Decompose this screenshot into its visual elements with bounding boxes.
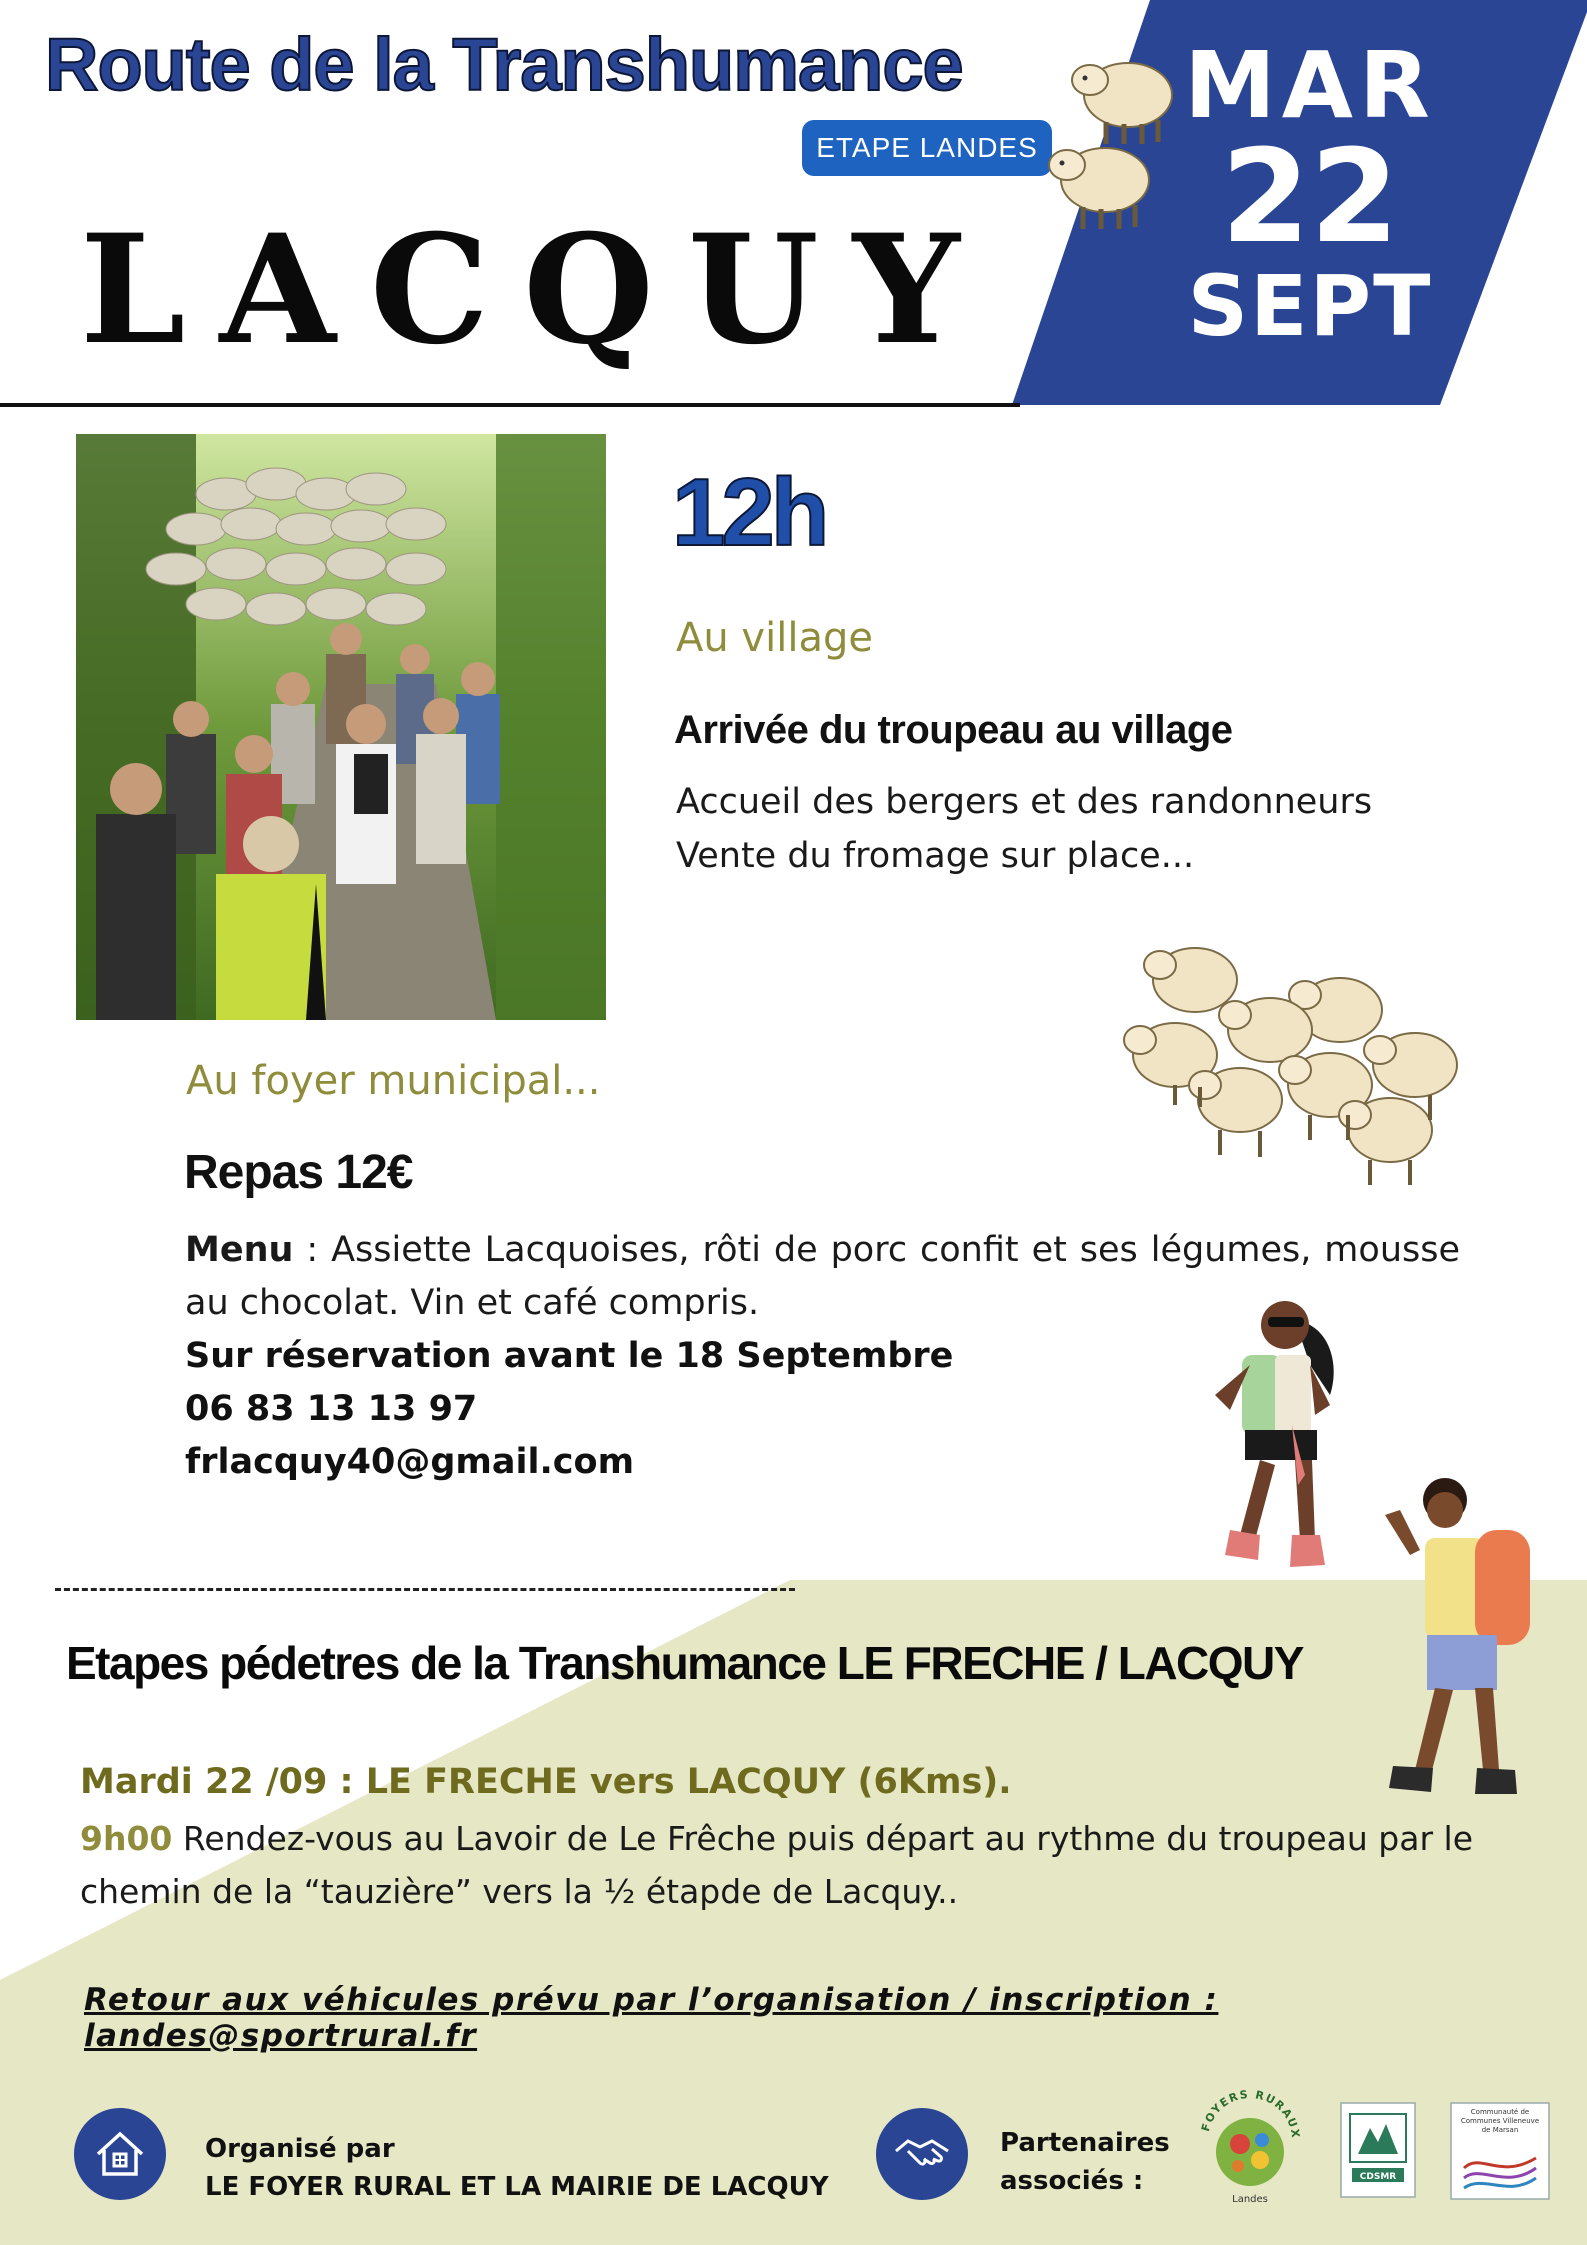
village-line-2: Vente du fromage sur place... (676, 836, 1195, 876)
etapes-title: Etapes pédetres de la Transhumance LE FRECHE / LACQUY (66, 1637, 1303, 1689)
contact-email: frlacquy40@gmail.com (185, 1442, 635, 1482)
partners-label-1: Partenaires (1000, 2128, 1170, 2158)
sheep-icon (1120, 935, 1465, 1190)
meal-price: Repas 12€ (184, 1146, 413, 1199)
partners-block (1000, 2124, 1170, 2200)
partners-label-2: associés : (1000, 2166, 1144, 2196)
etape-time: 9h00 (80, 1819, 173, 1858)
cdsmr-text: CDSMR (1359, 2172, 1397, 2182)
etape-date: Mardi 22 /09 : LE FRECHE vers LACQUY (6Kms). (80, 1762, 1012, 1802)
organiser-block (205, 2130, 829, 2206)
header-divider (0, 403, 1020, 407)
organiser-name: LE FOYER RURAL ET LA MAIRIE DE LACQUY (205, 2172, 829, 2202)
communaute-communes-logo (1450, 2102, 1550, 2200)
retour-info: Retour aux véhicules prévu par l’organisation / inscription : landes@sportrural.fr (84, 1982, 1219, 2054)
foyers-ruraux-sub: Landes (1232, 2194, 1268, 2205)
event-time: 12h (672, 459, 826, 566)
foyers-ruraux-logo (1190, 2082, 1310, 2207)
date-day: MAR (1184, 32, 1436, 139)
date-number: 22 (1220, 123, 1400, 272)
organiser-label: Organisé par (205, 2134, 395, 2164)
house-icon (92, 2126, 148, 2182)
date-month: SEPT (1187, 257, 1433, 355)
foyers-ruraux-arc-text: FOYERS RURAUX (1198, 2087, 1303, 2140)
menu-label: Menu (185, 1230, 294, 1270)
handshake-icon-badge (876, 2108, 968, 2200)
handshake-icon (892, 2129, 952, 2179)
reservation-info (185, 1330, 953, 1489)
village-location: Au village (676, 615, 873, 661)
event-date (1130, 32, 1490, 355)
dashed-divider (55, 1588, 795, 1591)
cdsmr-logo (1340, 2102, 1416, 2198)
etape-text: Rendez-vous au Lavoir de Le Frêche puis départ au rythme du troupeau par le chemin de la “tauzière” vers la ½ étapde de Lacquy.. (80, 1819, 1474, 1911)
menu-text: : Assiette Lacquoises, rôti de porc confit et ses légumes, mousse au chocolat. Vin et café compris. (185, 1230, 1460, 1323)
house-icon-badge (74, 2108, 166, 2200)
town-name: LACQUY (80, 202, 994, 378)
route-title: Route de la Transhumance (45, 23, 963, 106)
hiker-icon (1365, 1470, 1545, 1810)
communaute-text: Communauté de Communes Villeneuve de Marsan (1460, 2108, 1540, 2134)
arrival-heading: Arrivée du troupeau au village (674, 708, 1233, 752)
etape-description (80, 1812, 1500, 1918)
reservation-deadline: Sur réservation avant le 18 Septembre (185, 1336, 954, 1376)
etape-badge: ETAPE LANDES (802, 120, 1052, 176)
phone-number: 06 83 13 13 97 (185, 1389, 478, 1429)
transhumance-photo (76, 434, 606, 1020)
village-description (676, 775, 1372, 883)
village-line-1: Accueil des bergers et des randonneurs (676, 782, 1373, 822)
hiker-icon (1180, 1285, 1380, 1595)
foyer-location: Au foyer municipal... (186, 1058, 601, 1104)
